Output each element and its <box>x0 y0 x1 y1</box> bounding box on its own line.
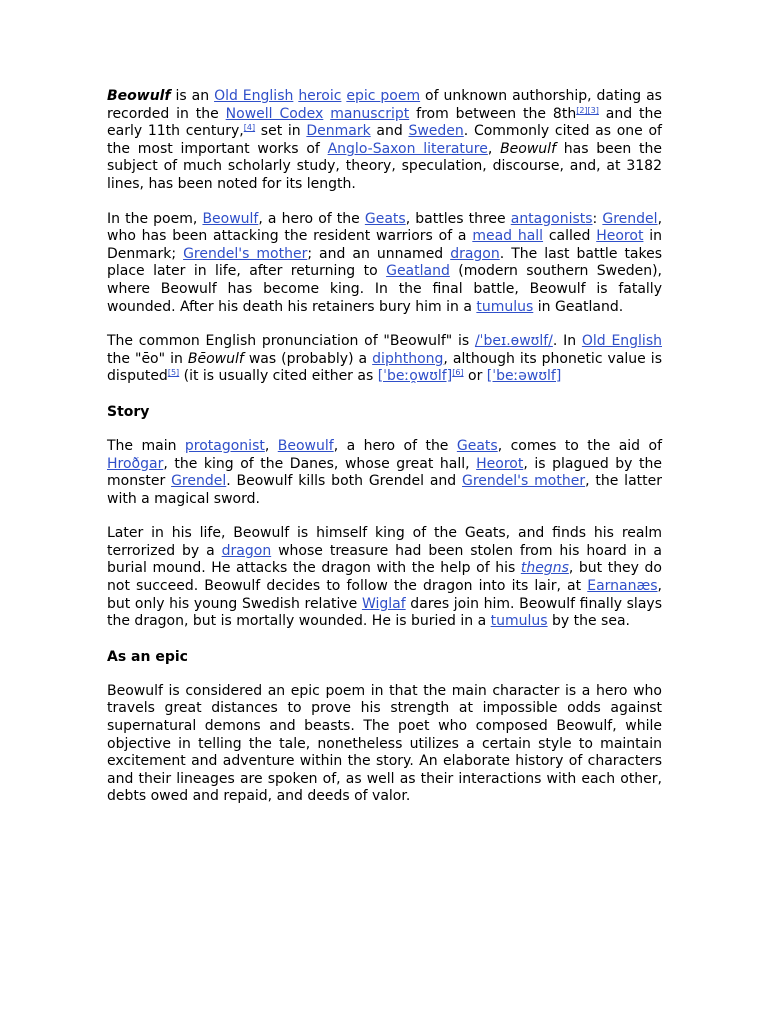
inline-link[interactable]: Heorot <box>596 228 644 245</box>
inline-link[interactable]: manuscript <box>330 105 410 122</box>
text-run: whose treasure had been stolen from his hoard in a burial mound. He attacks the dragon with the help of his <box>107 542 662 577</box>
text-run: in Geatland. <box>533 298 624 315</box>
text-run: dares join him. Beowulf finally slays the dragon, but is mortally wounded. He is buried in a <box>107 595 662 630</box>
inline-link[interactable]: Nowell Codex <box>225 105 324 122</box>
inline-link[interactable]: Geats <box>364 210 406 227</box>
text-run: In the poem, <box>107 210 203 227</box>
text-run: , although its phonetic value is disputed <box>107 350 662 385</box>
text-run: set in <box>255 123 307 140</box>
text-run: was (probably) a <box>243 350 373 367</box>
text-run: Beowulf is considered an epic poem in that the main character is a hero who travels great distances to prove his strength at impossible odds against supernatural demons and beasts. The poet who composed Beowulf, while objective in telling the tale, nonetheless utilizes a certain style to maintain excitement and adventure within the story. An elaborate history of characters and their lineages are spoken of, as well as their interactions with each other, debts owed and repaid, and deeds of valor. <box>107 682 662 805</box>
inline-link[interactable]: Grendel <box>602 210 658 227</box>
text-run: , but only his young Swedish relative <box>107 578 662 612</box>
text-run: , is plagued by the monster <box>107 455 662 490</box>
inline-link[interactable]: Hroðgar <box>107 455 164 472</box>
inline-link[interactable]: Grendel's mother <box>183 245 308 262</box>
inline-link[interactable]: thegns <box>520 560 569 577</box>
inline-link[interactable]: Grendel's mother <box>462 473 586 490</box>
text-run: The main <box>107 437 185 454</box>
text-run: in Denmark; <box>107 228 662 262</box>
text-run: , but they do not succeed. Beowulf decides to follow the dragon into its lair, at <box>107 560 662 595</box>
emphasized-title: Beowulf <box>107 88 171 104</box>
inline-link[interactable]: Old English <box>214 88 294 104</box>
inline-link[interactable]: Earnanæs <box>587 578 658 595</box>
text-run: , <box>264 437 278 454</box>
inline-link[interactable]: epic poem <box>346 88 421 104</box>
document-body <box>107 88 662 823</box>
story-heading: Story <box>107 403 150 420</box>
text-run: : <box>592 210 603 227</box>
text-run: , <box>487 140 501 157</box>
citation-superscript <box>452 368 463 377</box>
inline-link[interactable]: Anglo-Saxon literature <box>327 140 488 157</box>
text-run: , a hero of the <box>258 210 365 227</box>
citation-superscript <box>588 106 599 115</box>
citation-link[interactable]: [4] <box>243 123 256 133</box>
inline-link[interactable]: [ˈbeːəwʊlf] <box>486 368 562 385</box>
text-run: , the latter with a magical sword. <box>107 473 662 507</box>
story-paragraph-1 <box>107 438 662 508</box>
story-paragraph-2 <box>107 525 662 631</box>
text-run: (modern southern Sweden), where Beowulf has become king. In the final battle, Beowulf is fatally wounded. After his death his retainers bury him in a <box>107 263 662 315</box>
inline-link[interactable]: Heorot <box>476 455 524 472</box>
text-run: by the sea. <box>547 613 630 630</box>
inline-link[interactable]: [ˈbeːo̯wʊlf] <box>377 368 453 385</box>
inline-link[interactable]: Beowulf <box>202 210 259 227</box>
text-run: from between the 8th <box>409 105 577 122</box>
inline-link[interactable]: Sweden <box>408 123 464 140</box>
text-run: , battles three <box>405 210 511 227</box>
text-run: and <box>370 123 409 140</box>
text-run: , the king of the Danes, whose great hall, <box>163 455 477 472</box>
as-an-epic-heading: As an epic <box>107 648 188 665</box>
citation-superscript <box>244 123 255 132</box>
inline-link[interactable]: Beowulf <box>277 437 334 454</box>
text-run: has been the subject of much scholarly study, theory, speculation, discourse, and, at 3182 lines, has been noted for its length. <box>107 140 663 192</box>
poem-summary-paragraph <box>107 211 662 317</box>
epic-paragraph <box>107 683 662 806</box>
text-run: The common English pronunciation of "Beowulf" is <box>107 333 475 350</box>
citation-link[interactable]: [2] <box>576 105 588 115</box>
inline-link[interactable]: Geats <box>456 437 498 454</box>
italic-text: Beowulf <box>500 140 557 157</box>
inline-link[interactable]: Denmark <box>306 123 371 140</box>
text-run: the "ēo" in <box>107 350 188 367</box>
inline-link[interactable]: Geatland <box>386 263 450 280</box>
text-run: . In <box>552 333 582 350</box>
text-run: (it is usually cited either as <box>179 368 378 385</box>
citation-link[interactable]: [5] <box>167 368 180 378</box>
text-run: and the early 11th century, <box>107 105 663 140</box>
text-run: . The last battle takes place later in life, after returning to <box>107 245 663 280</box>
citation-link[interactable]: [3] <box>587 105 599 115</box>
inline-link[interactable]: heroic <box>298 88 342 104</box>
text-run: . Beowulf kills both Grendel and <box>226 473 462 490</box>
citation-superscript <box>168 368 179 377</box>
inline-link[interactable]: dragon <box>450 245 500 262</box>
text-run: Later in his life, Beowulf is himself king of the Geats, and finds his realm terrorized by a <box>107 525 662 559</box>
inline-link[interactable]: Wiglaf <box>361 595 406 612</box>
inline-link[interactable]: mead hall <box>472 228 544 245</box>
text-run: called <box>543 228 597 245</box>
inline-link[interactable]: tumulus <box>490 613 548 630</box>
text-run: , a hero of the <box>333 437 457 454</box>
inline-link[interactable]: Old English <box>581 333 662 350</box>
inline-link[interactable]: dragon <box>221 542 272 559</box>
text-run: ; and an unnamed <box>307 245 451 262</box>
citation-superscript <box>576 106 587 115</box>
text-run: or <box>463 368 487 385</box>
inline-link[interactable]: tumulus <box>476 298 534 315</box>
inline-link[interactable]: protagonist <box>184 437 265 454</box>
text-run: is an <box>170 88 215 104</box>
intro-paragraph <box>107 88 662 194</box>
citation-link[interactable]: [6] <box>452 368 464 378</box>
text-run: , comes to the aid of <box>497 437 662 454</box>
inline-link[interactable]: diphthong <box>372 350 444 367</box>
inline-link[interactable]: /ˈbeɪ.ɵwʊlf/ <box>474 333 553 350</box>
text-run: of unknown authorship, dating as recorded in the <box>107 88 662 122</box>
inline-link[interactable]: Grendel <box>171 473 227 490</box>
italic-text: Bēowulf <box>187 350 244 367</box>
inline-link[interactable]: antagonists <box>510 210 593 227</box>
pronunciation-paragraph <box>107 333 662 386</box>
text-run: , who has been attacking the resident warriors of a <box>107 210 663 245</box>
text-run: . Commonly cited as one of the most important works of <box>107 123 662 157</box>
